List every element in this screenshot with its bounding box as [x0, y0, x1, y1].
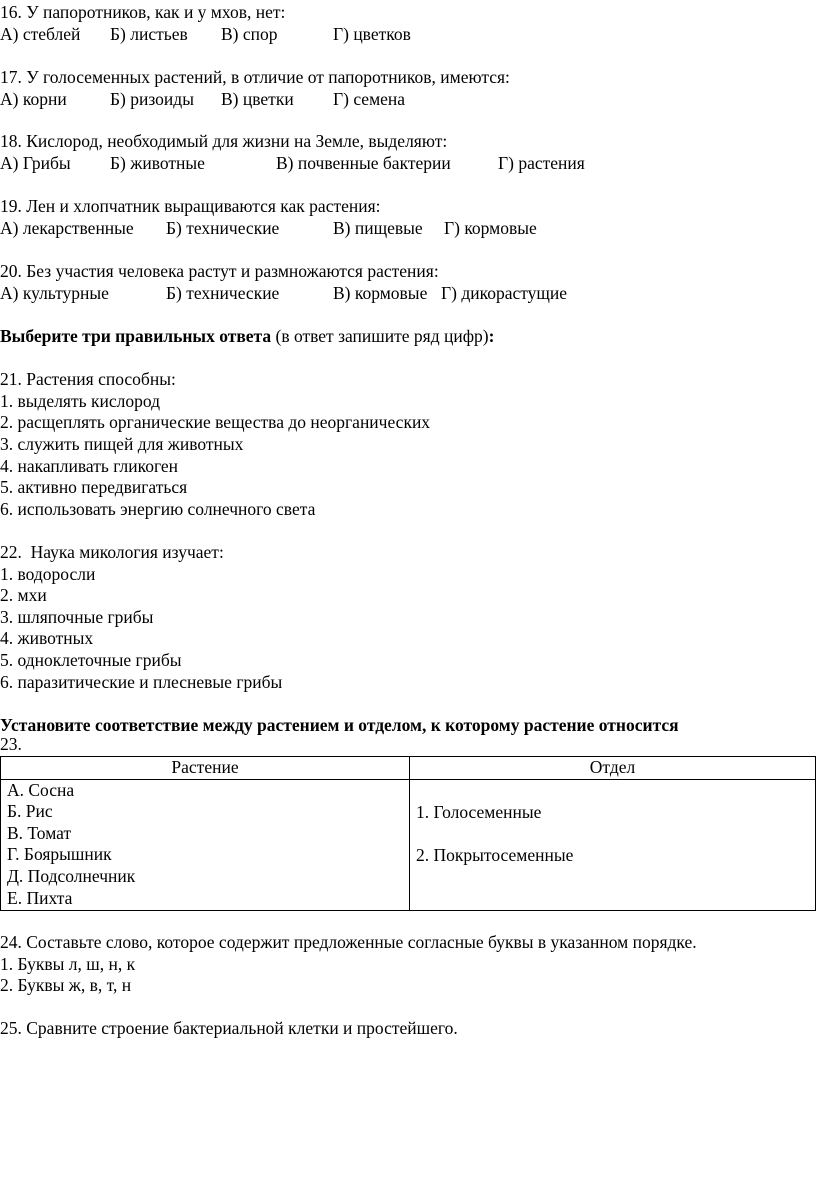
q17-option-b: Б) ризоиды — [110, 89, 194, 109]
q23-number: 23. — [0, 734, 22, 754]
q18-option-b: Б) животные — [110, 153, 205, 173]
q19-option-b: Б) технические — [166, 218, 280, 238]
q16-option-c: В) спор — [221, 24, 278, 44]
q24-question: 24. Составьте слово, которое содержит предложенные согласные буквы в указанном порядке. — [0, 932, 697, 952]
plant-item-e: Д. Подсолнечник — [7, 865, 136, 886]
q16-option-b: Б) листьев — [110, 24, 188, 44]
plant-item-b: Б. Рис — [7, 801, 53, 822]
q22-question: 22. Наука микология изучает: — [0, 542, 224, 562]
q20-option-b: Б) технические — [166, 283, 280, 303]
q22-item-1: 1. водоросли — [0, 564, 96, 584]
q19-option-c: В) пищевые — [333, 218, 423, 238]
q20-option-c: В) кормовые — [333, 283, 428, 303]
q17-option-a: А) корни — [0, 89, 67, 109]
matching-table-body-row — [1, 779, 816, 911]
q17-question: 17. У голосеменных растений, в отличие от папоротников, имеются: — [0, 67, 510, 87]
q18-option-c: В) почвенные бактерии — [276, 153, 451, 173]
q21-item-3: 3. служить пищей для животных — [0, 434, 244, 454]
q16-question: 16. У папоротников, как и у мхов, нет: — [0, 2, 286, 22]
q21-item-4: 4. накапливать гликоген — [0, 456, 179, 476]
plant-item-d: Г. Боярышник — [7, 844, 112, 865]
plant-list — [7, 780, 403, 910]
q17-option-d: Г) семена — [333, 89, 406, 109]
plant-item-a: А. Сосна — [7, 779, 75, 800]
q19-option-d: Г) кормовые — [444, 218, 537, 238]
q18-question: 18. Кислород, необходимый для жизни на Земле, выделяют: — [0, 131, 448, 151]
q21-item-2: 2. расщеплять органические вещества до неорганических — [0, 412, 431, 432]
q25-question: 25. Сравните строение бактериальной клетки и простейшего. — [0, 1018, 458, 1038]
q19-option-a: А) лекарственные — [0, 218, 134, 238]
q21-item-5: 5. активно передвигаться — [0, 477, 188, 497]
q16-option-d: Г) цветков — [333, 24, 411, 44]
section-match-heading: Установите соответствие между растением и отделом, к которому растение относится — [0, 715, 679, 735]
q22-item-4: 4. животных — [0, 628, 94, 648]
q24-item-1: 1. Буквы л, ш, н, к — [0, 954, 136, 974]
department-cell — [410, 779, 816, 911]
q22-item-5: 5. одноклеточные грибы — [0, 650, 182, 670]
section-three-colon: : — [488, 326, 495, 346]
department-item-2: 2. Покрытосеменные — [416, 845, 574, 866]
q20-question: 20. Без участия человека растут и размножаются растения: — [0, 261, 439, 281]
q19-question: 19. Лен и хлопчатник выращиваются как растения: — [0, 196, 381, 216]
matching-table — [0, 756, 816, 911]
q24-item-2: 2. Буквы ж, в, т, н — [0, 975, 132, 995]
q21-question: 21. Растения способны: — [0, 369, 176, 389]
header-plant: Растение — [1, 757, 410, 780]
q21-item-1: 1. выделять кислород — [0, 391, 160, 411]
header-department: Отдел — [410, 757, 816, 780]
q22-item-3: 3. шляпочные грибы — [0, 607, 154, 627]
q18-option-d: Г) растения — [498, 153, 585, 173]
q17-option-c: В) цветки — [221, 89, 294, 109]
q21-item-6: 6. использовать энергию солнечного света — [0, 499, 316, 519]
q18-option-a: А) Грибы — [0, 153, 71, 173]
section-three-answers-heading — [0, 326, 494, 348]
matching-table-header-row — [1, 757, 816, 780]
section-three-normal: (в ответ запишите ряд цифр) — [271, 326, 489, 346]
department-list — [416, 780, 809, 867]
department-item-1: 1. Голосеменные — [416, 801, 542, 822]
q16-option-a: А) стеблей — [0, 24, 81, 44]
q20-option-a: А) культурные — [0, 283, 109, 303]
plant-item-c: В. Томат — [7, 822, 72, 843]
q20-option-d: Г) дикорастущие — [441, 283, 568, 303]
q22-item-2: 2. мхи — [0, 585, 47, 605]
plant-cell — [1, 779, 410, 911]
section-three-bold: Выберите три правильных ответа — [0, 326, 272, 346]
plant-item-f: Е. Пихта — [7, 887, 73, 908]
q22-item-6: 6. паразитические и плесневые грибы — [0, 672, 283, 692]
